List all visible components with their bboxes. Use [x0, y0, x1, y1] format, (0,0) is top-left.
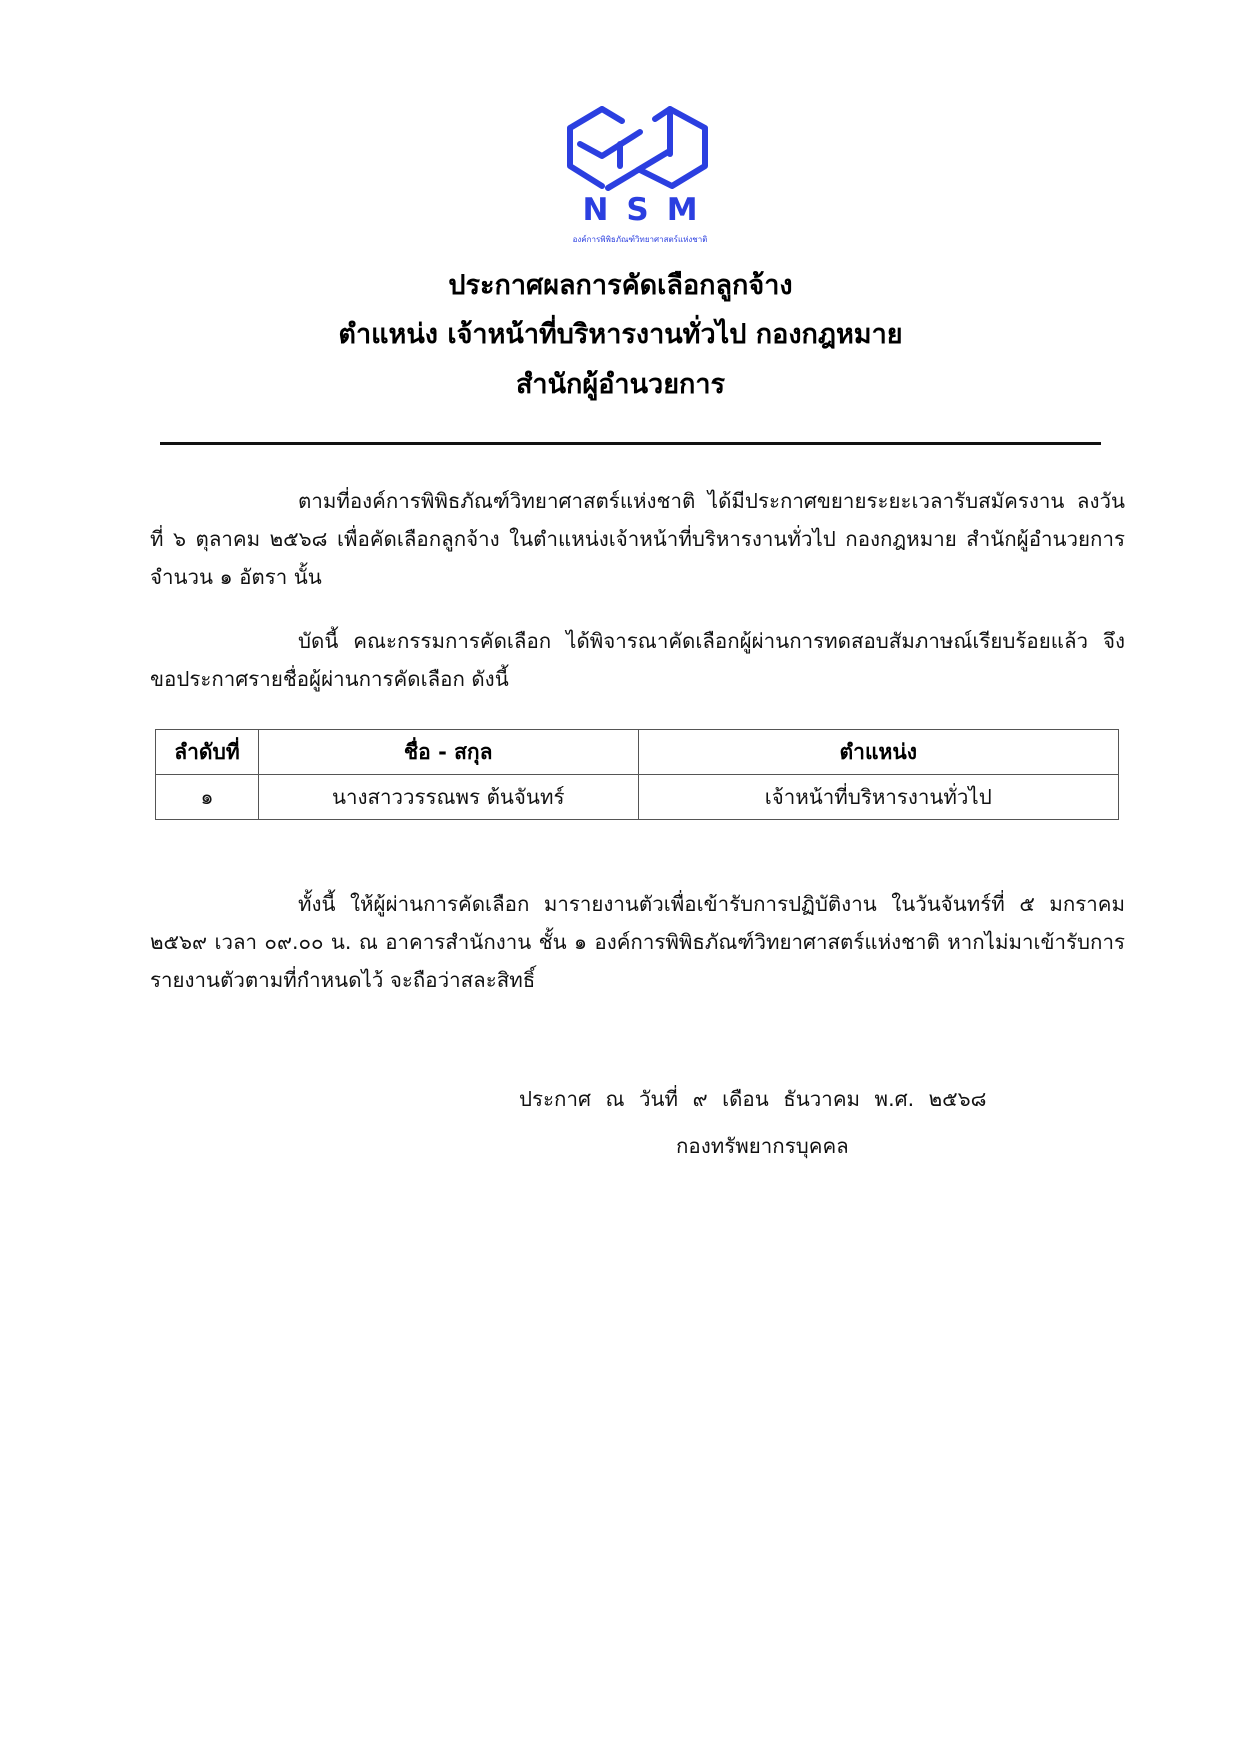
paragraph-announcement-text: บัดนี้ คณะกรรมการคัดเลือก ได้พิจารณาคัดเลือกผู้ผ่านการทดสอบสัมภาษณ์เรียบร้อยแล้ว จึงขอประกาศรายชื่อผู้ผ่านการคัดเลือก ดังนี้ — [150, 629, 1125, 691]
header-order: ลำดับที่ — [156, 730, 259, 775]
logo-org-name: องค์การพิพิธภัณฑ์วิทยาศาสตร์แห่งชาติ — [572, 235, 708, 244]
nsm-logo — [560, 104, 720, 254]
cell-order: ๑ — [156, 775, 259, 820]
paragraph-background — [150, 482, 1125, 596]
results-table — [155, 729, 1119, 820]
paragraph-background-text: ตามที่องค์การพิพิธภัณฑ์วิทยาศาสตร์แห่งชาติ ได้มีประกาศขยายระยะเวลารับสมัครงาน ลงวันที่ ๖ ตุลาคม ๒๕๖๘ เพื่อคัดเลือกลูกจ้าง ในตำแหน่งเจ้าหน้าที่บริหารงานทั่วไป กองกฎหมาย สำนักผู้อำนวยการ จำนวน ๑ อัตรา นั้น — [150, 489, 1125, 589]
table-row — [156, 775, 1119, 820]
table-header-row — [156, 730, 1119, 775]
header-divider — [160, 442, 1101, 445]
announcement-date: ประกาศ ณ วันที่ ๙ เดือน ธันวาคม พ.ศ. ๒๕๖๘ — [519, 1087, 987, 1111]
header-name: ชื่อ - สกุล — [258, 730, 638, 775]
logo-abbreviation: NSM — [582, 192, 716, 228]
issuing-department: กองทรัพยากรบุคคล — [676, 1134, 849, 1158]
paragraph-reporting-instructions — [150, 885, 1125, 999]
paragraph-reporting-text: ทั้งนี้ ให้ผู้ผ่านการคัดเลือก มารายงานตัวเพื่อเข้ารับการปฏิบัติงาน ในวันจันทร์ที่ ๕ มกราคม ๒๕๖๙ เวลา ๐๙.๐๐ น. ณ อาคารสำนักงาน ชั้น ๑ องค์การพิพิธภัณฑ์วิทยาศาสตร์แห่งชาติ หากไม่มาเข้ารับการรายงานตัวตามที่กำหนดไว้ จะถือว่าสละสิทธิ์ — [150, 892, 1125, 992]
nsm-hexagon-logo-icon — [560, 104, 720, 199]
cell-position: เจ้าหน้าที่บริหารงานทั่วไป — [638, 775, 1118, 820]
document-subtitle-office: สำนักผู้อำนวยการ — [515, 369, 726, 400]
document-subtitle-position: ตำแหน่ง เจ้าหน้าที่บริหารงานทั่วไป กองกฎหมาย — [338, 319, 903, 350]
header-position: ตำแหน่ง — [638, 730, 1118, 775]
document-title: ประกาศผลการคัดเลือกลูกจ้าง — [448, 270, 793, 301]
paragraph-announcement — [150, 622, 1125, 698]
cell-name: นางสาววรรณพร ต้นจันทร์ — [258, 775, 638, 820]
